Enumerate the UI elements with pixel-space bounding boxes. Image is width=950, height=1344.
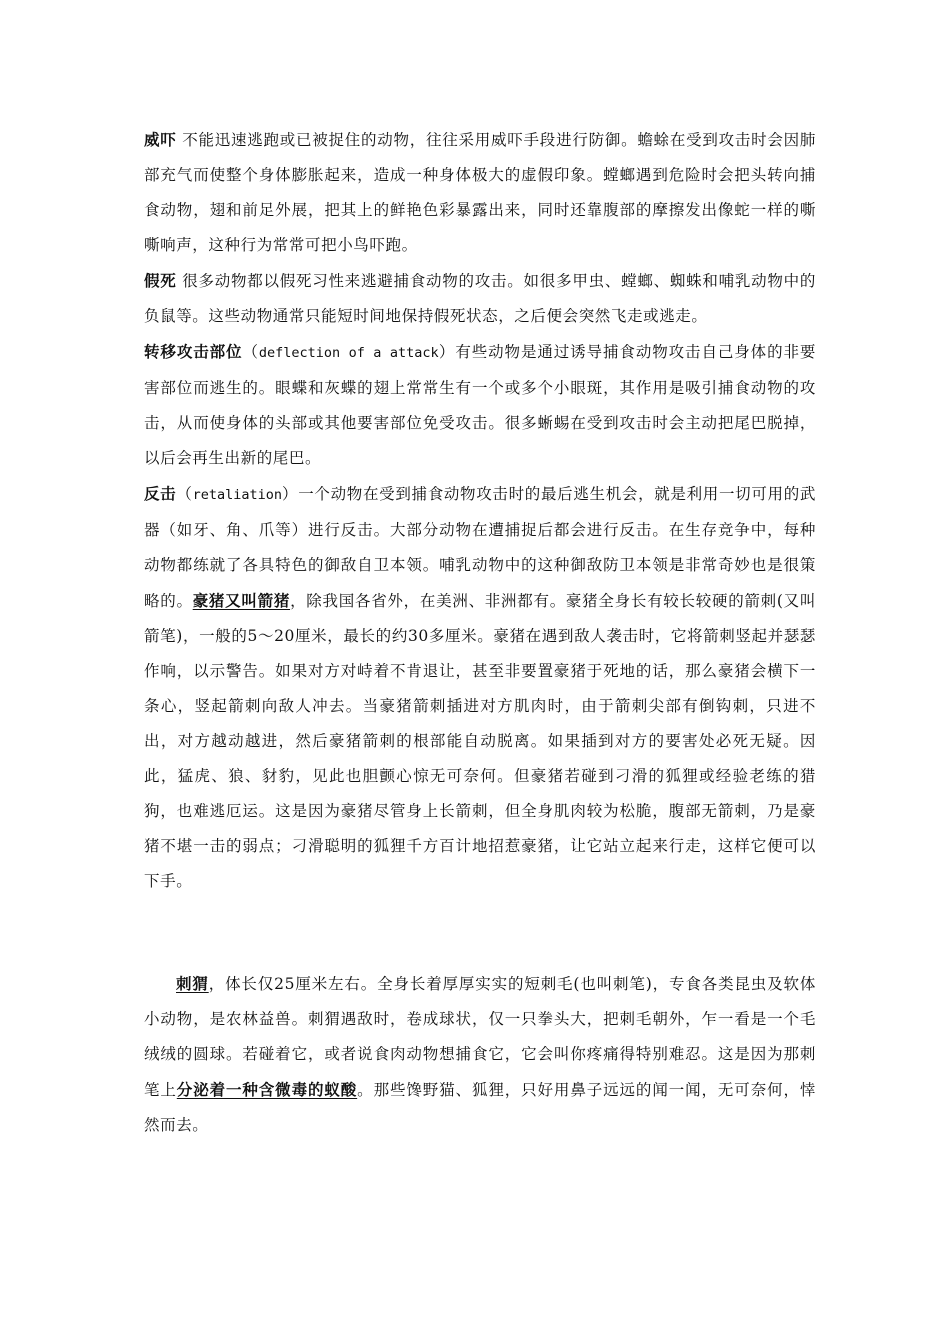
deflection-english-term: deflection of a attack — [258, 345, 439, 361]
main-text-block — [144, 122, 816, 899]
paragraph-threat — [144, 122, 816, 263]
paragraph-hedgehog-text-after: 。那些馋野猫、狐狸，只好用鼻子远远的闻一闻，无可奈何，悻然而去。 — [144, 1081, 816, 1134]
paragraph-counterattack — [144, 476, 816, 899]
paragraph-deflection-text: 有些动物是通过诱导捕食动物攻击自己身体的非要害部位而逃生的。眼蝶和灰蝶的翅上常常生有一个或多个小眼斑，其作用是吸引捕食动物的攻击，从而使身体的头部或其他要害部位免受攻击。很多蜥蜴在受到攻击时会主动把尾巴脱掉，以后会再生出新的尾巴。 — [144, 343, 816, 467]
term-threat: 威吓 — [144, 130, 177, 149]
paragraph-hedgehog — [144, 966, 816, 1143]
deflection-paren-open: （ — [242, 343, 259, 361]
formic-acid-highlight: 分泌着一种含微毒的蚁酸 — [176, 1080, 358, 1099]
paragraph-death-feigning — [144, 263, 816, 334]
term-death-feigning: 假死 — [144, 271, 177, 290]
hedgehog-text-block — [144, 966, 816, 1143]
paragraph-counterattack-text-before: 一个动物在受到捕食动物攻击时的最后逃生机会，就是利用一切可用的武器（如牙、角、爪等）进行反击。大部分动物在遭捕捉后都会进行反击。在生存竞争中，每种动物都练就了各具特色的御敌自卫本领。哺乳动物中的这种御敌防卫本领是非常奇妙也是很策略的。 — [144, 485, 816, 610]
counter-paren-close: ） — [281, 485, 299, 503]
counter-english-term: retaliation — [192, 487, 282, 503]
paragraph-deflection — [144, 334, 816, 476]
paragraph-hedgehog-text-before: ，体长仅25厘米左右。全身长着厚厚实实的短刺毛(也叫刺笔)，专食各类昆虫及软体小动物，是农林益兽。刺猬遇敌时，卷成球状，仅一只拳头大，把刺毛朝外，乍一看是一个毛绒绒的圆球。若碰着它，或者说食肉动物想捕食它，它会叫你疼痛得特别难忍。这是因为那刺笔上 — [144, 975, 816, 1099]
paragraph-death-feigning-text: 很多动物都以假死习性来逃避捕食动物的攻击。如很多甲虫、螳螂、蜘蛛和哺乳动物中的负鼠等。这些动物通常只能短时间地保持假死状态，之后便会突然飞走或逃走。 — [144, 272, 816, 325]
paragraph-counterattack-text-after: ，除我国各省外，在美洲、非洲都有。豪猪全身长有较长较硬的箭刺(又叫箭笔)，一般的5～20厘米，最长的约30多厘米。豪猪在遇到敌人袭击时，它将箭刺竖起并瑟瑟作响，以示警告。如果对方对峙着不肯退让，甚至非要置豪猪于死地的话，那么豪猪会横下一条心，竖起箭刺向敌人冲去。当豪猪箭刺插进对方肌肉时，由于箭刺尖部有倒钩刺，只进不出，对方越动越进，然后豪猪箭刺的根部能自动脱离。如果插到对方的要害处必死无疑。因此，猛虎、狼、豺豹，见此也胆颤心惊无可奈何。但豪猪若碰到刁滑的狐狸或经验老练的猎狗，也难逃厄运。这是因为豪猪尽管身上长箭刺，但全身肌肉较为松脆，腹部无箭刺，乃是豪猪不堪一击的弱点；刁滑聪明的狐狸千方百计地招惹豪猪，让它站立起来行走，这样它便可以下手。 — [144, 592, 816, 890]
paragraph-threat-text: 不能迅速逃跑或已被捉住的动物，往往采用威吓手段进行防御。蟾蜍在受到攻击时会因肺部充气而使整个身体膨胀起来，造成一种身体极大的虚假印象。螳螂遇到危险时会把头转向捕食动物，翅和前足外展，把其上的鲜艳色彩暴露出来，同时还靠腹部的摩擦发出像蛇一样的嘶嘶响声，这种行为常常可把小鸟吓跑。 — [144, 131, 816, 254]
term-counterattack: 反击 — [144, 484, 177, 503]
counter-paren-open: （ — [176, 485, 193, 503]
porcupine-highlight: 豪猪又叫箭猪 — [192, 591, 291, 610]
term-deflection: 转移攻击部位 — [144, 342, 243, 361]
deflection-paren-close: ） — [438, 343, 456, 361]
term-hedgehog: 刺猬 — [176, 974, 209, 993]
